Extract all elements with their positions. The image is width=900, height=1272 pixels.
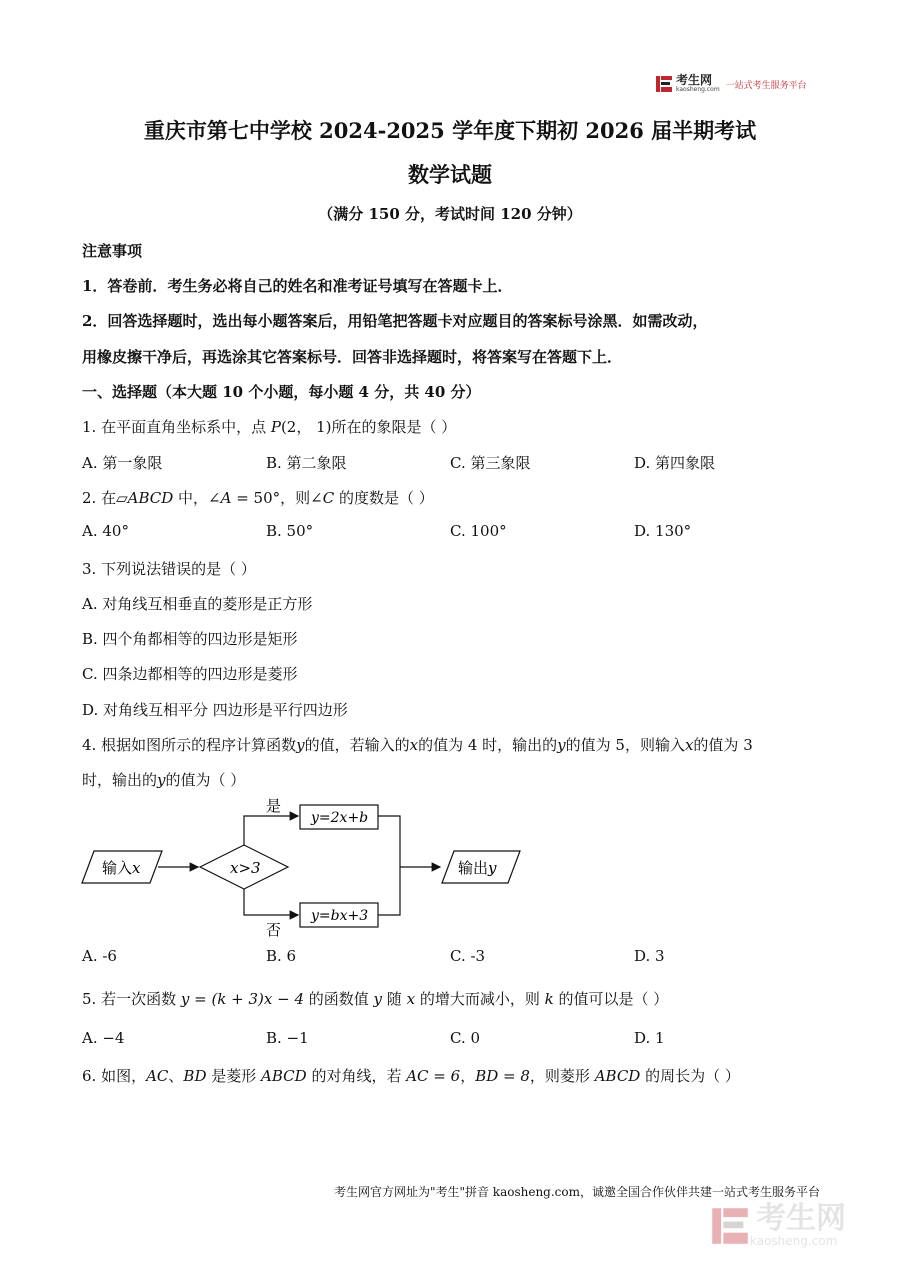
q1-option-a: A. 第一象限: [82, 454, 163, 472]
box-top-label: y=2x+b: [311, 810, 369, 826]
question-5: 5. 若一次函数 y = (k + 3)x − 4 的函数值 y 随 x 的增大而减小，则 k 的值可以是（ ）: [82, 990, 669, 1008]
q1-option-c: C. 第三象限: [450, 454, 531, 472]
condition-label: x>3: [230, 859, 261, 877]
watermark: [710, 1201, 846, 1248]
question-4-line-1: 4. 根据如图所示的程序计算函数y的值，若输入的x的值为 4 时，输出的y的值为 5，则输入x的值为 3: [82, 736, 753, 754]
notice-item-2a: 2．回答选择题时，选出每小题答案后，用铅笔把答题卡对应题目的答案标号涂黑．如需改动，: [82, 312, 708, 330]
arrow-yes: [244, 816, 298, 845]
top-logo: [655, 74, 807, 94]
logo-name: 考生网: [676, 73, 713, 87]
question-4-line-2: 时，输出的y的值为（ ）: [82, 771, 246, 789]
q5-option-a: A. −4: [82, 1029, 125, 1047]
question-6: 6. 如图，AC、BD 是菱形 ABCD 的对角线，若 AC = 6，BD = 8，则菱形 ABCD 的周长为（ ）: [82, 1067, 740, 1085]
q3-option-a: A. 对角线互相垂直的菱形是正方形: [82, 595, 313, 613]
section-1-heading: 一、选择题（本大题 10 个小题，每小题 4 分，共 40 分）: [82, 383, 481, 401]
q3-option-d: D. 对角线互相平分 四边形是平行四边形: [82, 701, 348, 719]
no-label: 否: [266, 921, 282, 939]
q5-option-c: C. 0: [450, 1029, 481, 1047]
notice-heading: 注意事项: [82, 242, 143, 260]
q2-option-b: B. 50°: [266, 522, 314, 540]
q4-option-c: C. -3: [450, 947, 486, 965]
question-1: 1. 在平面直角坐标系中，点 P(2， 1)所在的象限是（ ）: [82, 418, 457, 436]
kaosheng-logo-icon: [655, 75, 673, 93]
box-bottom-label: y=bx+3: [311, 908, 369, 924]
watermark-name: 考生网: [756, 1201, 846, 1236]
arrow-no: [244, 889, 298, 915]
notice-item-1: 1．答卷前．考生务必将自己的姓名和准考证号填写在答题卡上．: [82, 277, 513, 295]
merge-line: [378, 816, 400, 915]
q4-option-b: B. 6: [266, 947, 297, 965]
program-flowchart: [80, 795, 530, 945]
q1-option-b: B. 第二象限: [266, 454, 347, 472]
output-label: 输出y: [458, 859, 497, 877]
q4-option-a: A. -6: [82, 947, 117, 965]
question-2: 2. 在▱ABCD 中，∠A = 50°，则∠C 的度数是（ ）: [82, 489, 434, 507]
question-3: 3. 下列说法错误的是（ ）: [82, 560, 256, 578]
notice-item-2b: 用橡皮擦干净后，再选涂其它答案标号．回答非选择题时，将答案写在答题下上．: [82, 348, 623, 366]
footer-text: 考生网官方网址为"考生"拼音 kaosheng.com，诚邀全国合作伙伴共建一站式考生服务平台: [333, 1185, 820, 1199]
exam-note: （满分 150 分，考试时间 120 分钟）: [318, 205, 582, 223]
q2-option-d: D. 130°: [634, 522, 692, 540]
q3-option-b: B. 四个角都相等的四边形是矩形: [82, 630, 298, 648]
input-label: 输入x: [102, 859, 141, 877]
exam-subtitle: 数学试题: [408, 162, 492, 187]
q5-option-b: B. −1: [266, 1029, 309, 1047]
q5-option-d: D. 1: [634, 1029, 665, 1047]
exam-title: 重庆市第七中学校 2024-2025 学年度下期初 2026 届半期考试: [143, 118, 757, 143]
q3-option-c: C. 四条边都相等的四边形是菱形: [82, 665, 298, 683]
logo-slogan: 一站式考生服务平台: [725, 80, 807, 91]
logo-sub: kaosheng.com: [676, 86, 720, 93]
q4-option-d: D. 3: [634, 947, 665, 965]
q2-option-a: A. 40°: [82, 522, 129, 540]
watermark-logo-icon: [710, 1206, 750, 1246]
yes-label: 是: [266, 797, 282, 815]
watermark-sub: kaosheng.com: [750, 1234, 838, 1248]
q2-option-c: C. 100°: [450, 522, 507, 540]
q1-option-d: D. 第四象限: [634, 454, 716, 472]
